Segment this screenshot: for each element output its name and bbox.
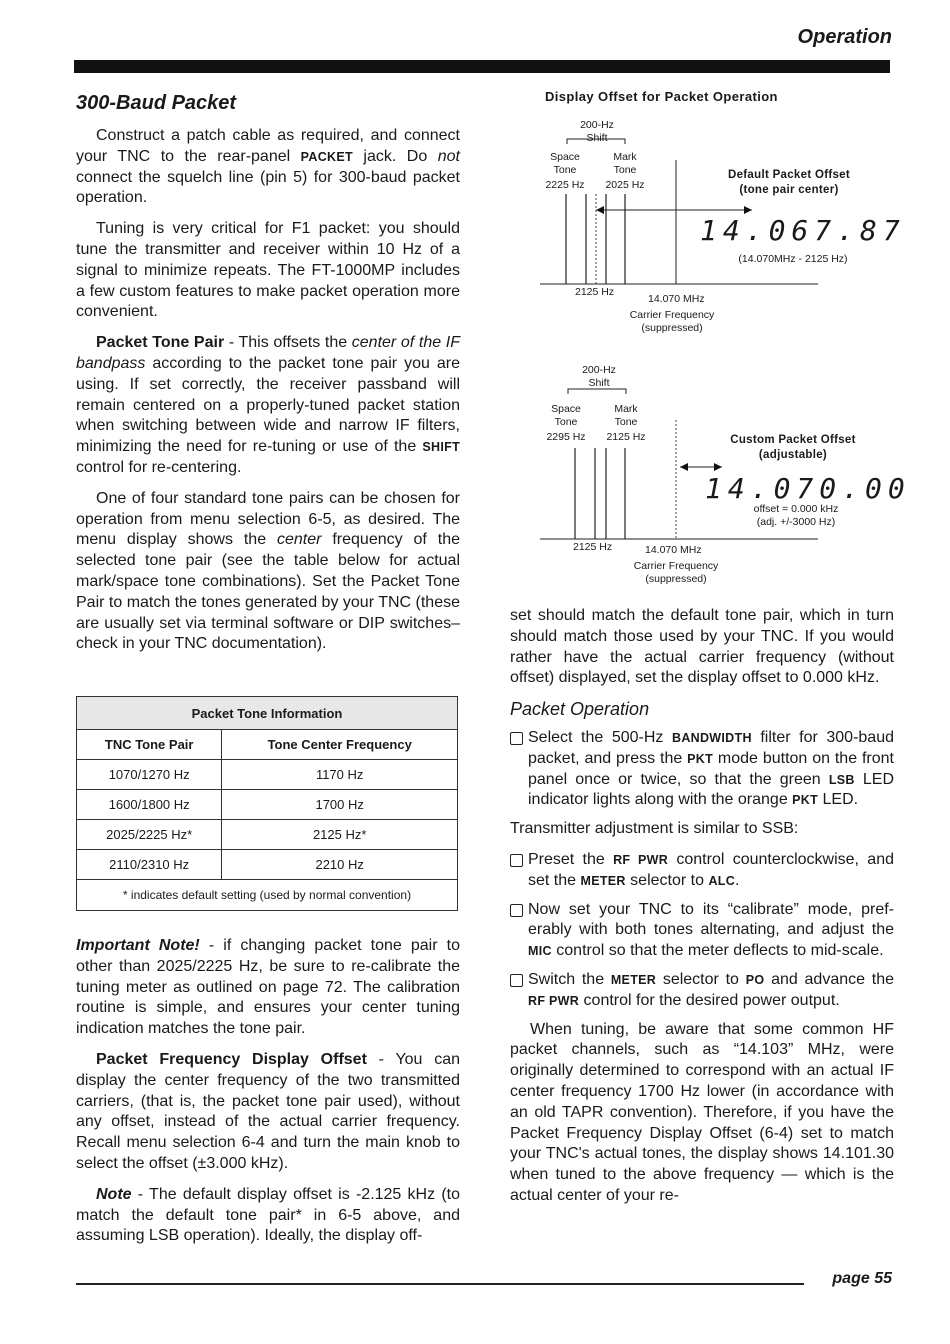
table-header: Tone Center Frequency	[222, 730, 458, 760]
table-cell: 2110/2310 Hz	[77, 850, 222, 880]
paragraph-tuning-channels: When tuning, be aware that some common HF packet channels, such as “14.103” MHz, were originally determined to correspond with an actual IF center frequency 1700 Hz lower (in accordance with an old TAPR convention). Therefore, if you have the Packet Frequency Display Offset (6-4) set to match your TNC's actual tones, the display shows 14.101.30 when tuned to the above frequency — which is the actual center of your re-	[510, 1020, 894, 1204]
checklist-item: Now set your TNC to its “calibrate” mode, preferably with both tones alternating, and adjust the MIC control so that the meter deflects to mid-scale.	[510, 900, 894, 962]
carrier-frequency: 14.070 MHz	[645, 544, 702, 556]
default-offset-label: Default Packet Offset (tone pair center)	[728, 169, 850, 196]
table-cell: 2025/2225 Hz*	[77, 820, 222, 850]
table-row	[77, 790, 458, 820]
table-row	[77, 820, 458, 850]
mark-tone-label: Mark Tone 2025 Hz	[605, 151, 645, 191]
carrier-caption: Carrier Frequency (suppressed)	[629, 309, 715, 334]
display-readout-default: 14.067.87	[700, 214, 906, 247]
table-cell: 1070/1270 Hz	[77, 760, 222, 790]
checklist-item: Select the 500-Hz BANDWIDTH filter for 300-baud packet, and press the PKT mode button on the front panel once or twice, so that the green LSB LED indicator lights along with the orange PKT LED.	[510, 728, 894, 811]
paragraph-display-offset-cont: set should match the default tone pair, which in turn should match those used by your TNC. If you would rather have the actual carrier frequency (without offset) displayed, set the display offset to 0.000 kHz.	[510, 607, 894, 687]
table-cell: 1700 Hz	[222, 790, 458, 820]
paragraph-important-note: Important Note! - if changing packet tone pair to other than 2025/2225 Hz, be sure to re-calibrate the tuning meter as outlined on page 72. The calibration routine is simple, and ensures your center tuning indication matches the tone pair.	[76, 937, 460, 1038]
checkbox-icon	[510, 974, 523, 987]
carrier-offset-hz: 2125 Hz	[575, 286, 615, 298]
paragraph-patch-cable: Construct a patch cable as required, and connect your TNC to the rear-panel PACKET jack. Do not connect the squelch line (pin 5) for 300-baud packet operation.	[76, 127, 460, 207]
table-header: TNC Tone Pair	[77, 730, 222, 760]
header-rule	[74, 60, 890, 73]
mark-tone-label: Mark Tone 2125 Hz	[606, 403, 646, 443]
section-header: Operation	[797, 26, 892, 48]
left-column-top	[76, 126, 460, 665]
table-cell: 2210 Hz	[222, 850, 458, 880]
checkbox-icon	[510, 854, 523, 867]
custom-offset-details: offset = 0.000 kHz (adj. +/-3000 Hz)	[753, 503, 839, 528]
display-readout-custom: 14.070.00	[705, 472, 911, 505]
section-title: 300-Baud Packet	[76, 92, 237, 114]
table-row	[77, 760, 458, 790]
space-tone-label: Space Tone 2225 Hz	[545, 151, 585, 191]
paragraph-display-offset: Packet Frequency Display Offset - You can display the center frequency of the two transmitted carriers, (that is, the packet tone pair used), without any offset, instead of the actual carrier frequency. Recall menu selection 6-4 and turn the main knob to select the offset (±3.000 kHz).	[76, 1050, 461, 1172]
checkbox-icon	[510, 904, 523, 917]
checklist-item: Switch the METER selector to PO and advance the RF PWR control for the desired power output.	[510, 970, 894, 1012]
figure-title: Display Offset for Packet Operation	[545, 89, 778, 104]
paragraph-tone-pairs: One of four standard tone pairs can be chosen for operation from menu selection 6-5, as desired. The menu display shows the center frequency of the selected tone pair (see the table below for actual mark/space tone combinations). Set the Packet Tone Pair to match the tones generated by your TNC (these are usually set via terminal software or DIP switches–check in your TNC documentation).	[76, 489, 461, 653]
table-cell: 1170 Hz	[222, 760, 458, 790]
checklist	[510, 728, 894, 811]
footer-rule	[76, 1283, 804, 1285]
shift-label: 200-Hz Shift	[582, 364, 616, 389]
left-column-bottom	[76, 936, 460, 1257]
table-footnote: * indicates default setting (used by normal convention)	[77, 880, 458, 911]
custom-offset-label: Custom Packet Offset (adjustable)	[730, 434, 856, 461]
right-column	[510, 606, 894, 1217]
paragraph-note: Note - The default display offset is -2.125 kHz (to match the default tone pair* in 6-5 above, and assuming LSB operation). Ideally, the display off-	[76, 1185, 460, 1245]
shift-label: 200-Hz Shift	[580, 119, 614, 144]
table-cell: 1600/1800 Hz	[77, 790, 222, 820]
paragraph-transmitter: Transmitter adjustment is similar to SSB:	[510, 820, 799, 838]
checklist-item: Preset the RF PWR control counterclockwise, and set the METER selector to ALC.	[510, 850, 894, 892]
checklist	[510, 850, 894, 1012]
default-offset-formula: (14.070MHz - 2125 Hz)	[738, 253, 848, 265]
carrier-frequency: 14.070 MHz	[648, 293, 705, 305]
subhead-packet-operation: Packet Operation	[510, 699, 650, 720]
checkbox-icon	[510, 732, 523, 745]
carrier-caption: Carrier Frequency (suppressed)	[633, 560, 719, 585]
table-cell: 2125 Hz*	[222, 820, 458, 850]
carrier-offset-hz: 2125 Hz	[573, 541, 613, 553]
paragraph-tuning: Tuning is very critical for F1 packet: you should tune the transmitter and receiver within 10 Hz of a signal to minimize repeats. The FT-1000MP includes a few custom features to make packet operation more convenient.	[76, 220, 460, 321]
packet-tone-table	[76, 696, 458, 911]
table-row	[77, 850, 458, 880]
paragraph-packet-tone-pair: Packet Tone Pair - This offsets the center of the IF bandpass according to the packet tone pair you are using. If set correctly, the receiver passband will remain centered on a properly-tuned packet station when switching between wide and narrow IF filters, minimizing the need for re-tuning or use of the SHIFT control for re-centering.	[76, 334, 461, 476]
space-tone-label: Space Tone 2295 Hz	[546, 403, 586, 443]
page-number: page 55	[832, 1270, 892, 1287]
diagram-default-offset	[530, 120, 830, 300]
table-caption: Packet Tone Information	[77, 697, 458, 730]
